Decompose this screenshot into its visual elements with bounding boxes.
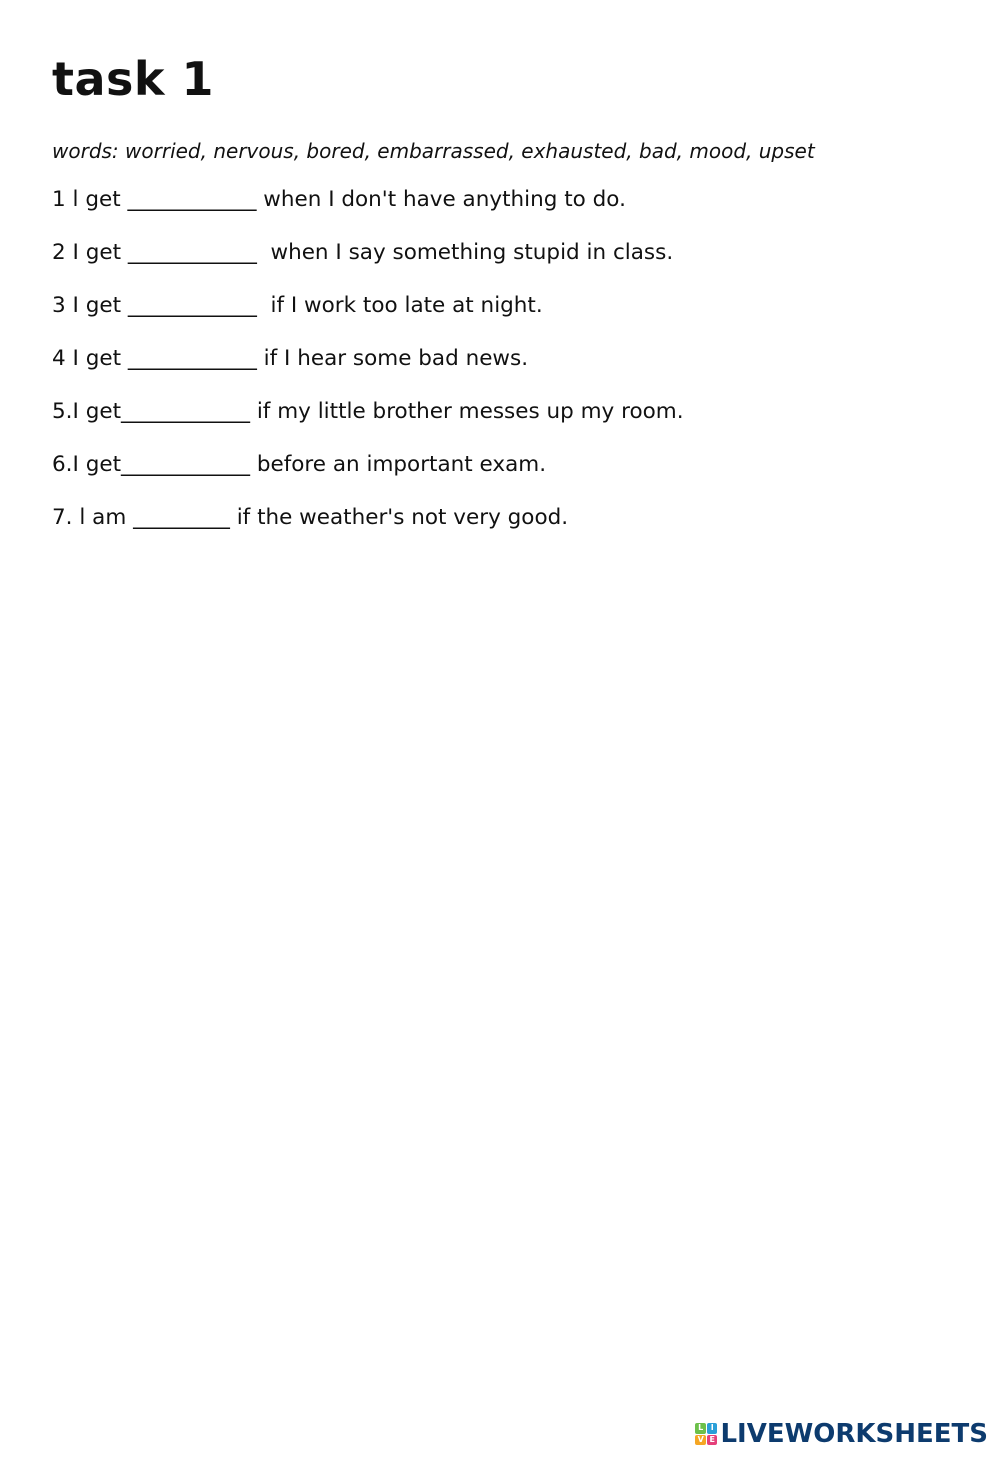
task-line-5: 5.I get____________ if my little brother messes up my room. <box>52 399 684 424</box>
task-line-6: 6.I get____________ before an important exam. <box>52 452 547 477</box>
logo-mark-cell: L <box>695 1423 706 1434</box>
word-bank: words: worried, nervous, bored, embarrassed, exhausted, bad, mood, upset <box>52 139 815 163</box>
task-line-3: 3 I get ____________ if I work too late at night. <box>52 293 543 318</box>
logo-mark-cell: I <box>707 1423 718 1434</box>
page-title: task 1 <box>52 52 215 106</box>
logo-mark-cell: E <box>707 1435 718 1446</box>
logo-mark-cell: V <box>695 1435 706 1446</box>
logo-text: LIVEWORKSHEETS <box>720 1419 988 1449</box>
liveworksheets-logo <box>695 1421 988 1447</box>
task-line-1: 1 l get ____________ when I don't have anything to do. <box>52 187 626 212</box>
task-line-2: 2 I get ____________ when I say something stupid in class. <box>52 240 674 265</box>
task-line-4: 4 I get ____________ if I hear some bad news. <box>52 346 529 371</box>
liveworksheets-logo-icon <box>695 1423 717 1445</box>
task-line-7: 7. l am _________ if the weather's not very good. <box>52 505 569 530</box>
task-list <box>52 186 684 557</box>
